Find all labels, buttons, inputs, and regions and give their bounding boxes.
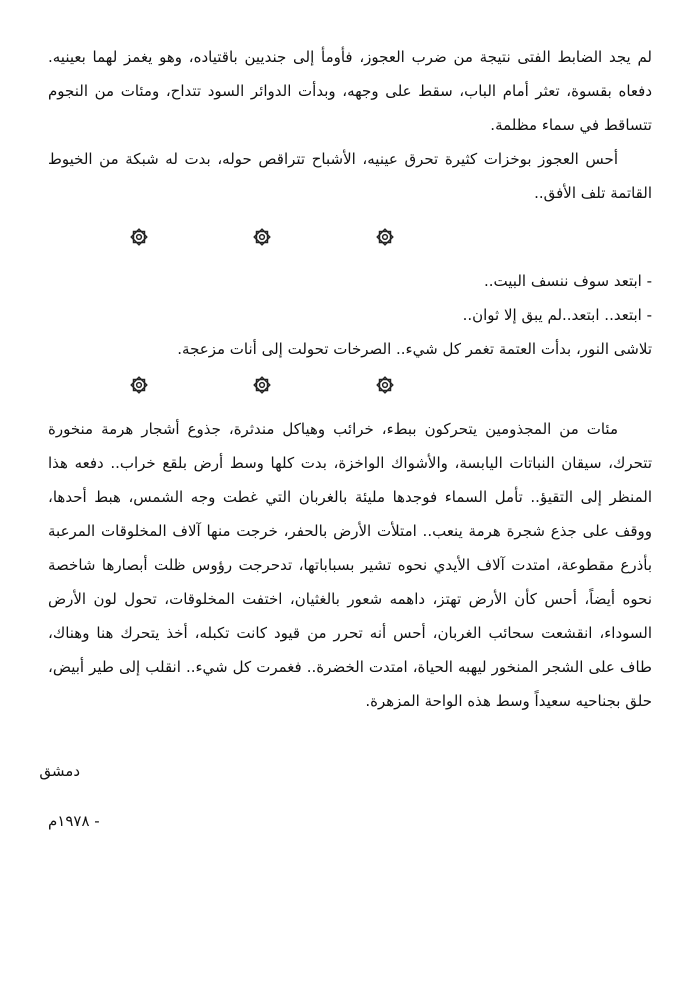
dialogue-line-3: تلاشى النور، بدأت العتمة تغمر كل شيء.. الصرخات تحولت إلى أنات مزعجة. [177, 340, 652, 358]
paragraph-2: أحس العجوز بوخزات كثيرة تحرق عينيه، الأشباح تتراقص حوله، بدت له شبكة من الخيوط القاتمة تلف الأفق.. [48, 150, 652, 202]
signature-block [39, 754, 652, 838]
paragraph-1: لم يجد الضابط الفتى نتيجة من ضرب العجوز، فأومأ إلى جنديين باقتياده، وهو يغمز لهما بعينيه. دفعاه بقسوة، تعثر أمام الباب، سقط على وجهه، وبدأت الدوائر السود تتداح، ومئات من النجوم تتساقط في سماء مظلمة. [48, 48, 652, 134]
document-page [39, 40, 652, 838]
ornament-icon [374, 226, 396, 248]
signature-date: - ١٩٧٨م [48, 812, 100, 830]
signature-place: دمشق [39, 762, 80, 780]
paragraph-3: مئات من المجذومين يتحركون ببطء، خرائب وهياكل مندثرة، جذوع أشجار هرمة منخورة تتحرك، سيقان النباتات اليابسة، والأشواك الواخزة، بدت كلها وسط أرض بلقع خراب.. دفعه هذا المنظر إلى التقيؤ.. تأمل السماء فوجدها مليئة بالغربان التي غطت وجه الشمس، هبط أحدها، ووقف على جذع شجرة هرمة ينعب.. امتلأت الأرض بالحفر، خرجت منها آلاف المخلوقات المرعبة بأذرع مقطوعة، امتدت آلاف الأيدي نحوه تشير بسباباتها، تدحرجت رؤوس ظلت أبصارها شاخصة نحوه أيضاً، أحس كأن الأرض تهتز، داهمه شعور بالغثيان، اختفت المخلوقات، تحول لون الأرض السوداء، انقشعت سحائب الغربان، أحس أنه تحرر من قيود كانت تكبله، أخذ يتحرك هنا وهناك، طاف على الشجر المنخور ليهبه الحياة، امتدت الخضرة.. فغمرت كل شيء.. انقلب إلى طير أبيض، حلق بجناحيه سعيداً وسط هذه الواحة المزهرة. [48, 420, 652, 710]
ornament-icon [128, 374, 150, 396]
section-divider-2 [48, 368, 652, 412]
ornament-icon [374, 374, 396, 396]
section-divider-1 [48, 220, 652, 264]
ornament-icon [128, 226, 150, 248]
ornament-icon [251, 226, 273, 248]
dialogue-line-2: - ابتعد.. ابتعد..لم يبق إلا ثوان.. [462, 306, 652, 324]
ornament-icon [251, 374, 273, 396]
dialogue-line-1: - ابتعد سوف ننسف البيت.. [484, 272, 652, 290]
